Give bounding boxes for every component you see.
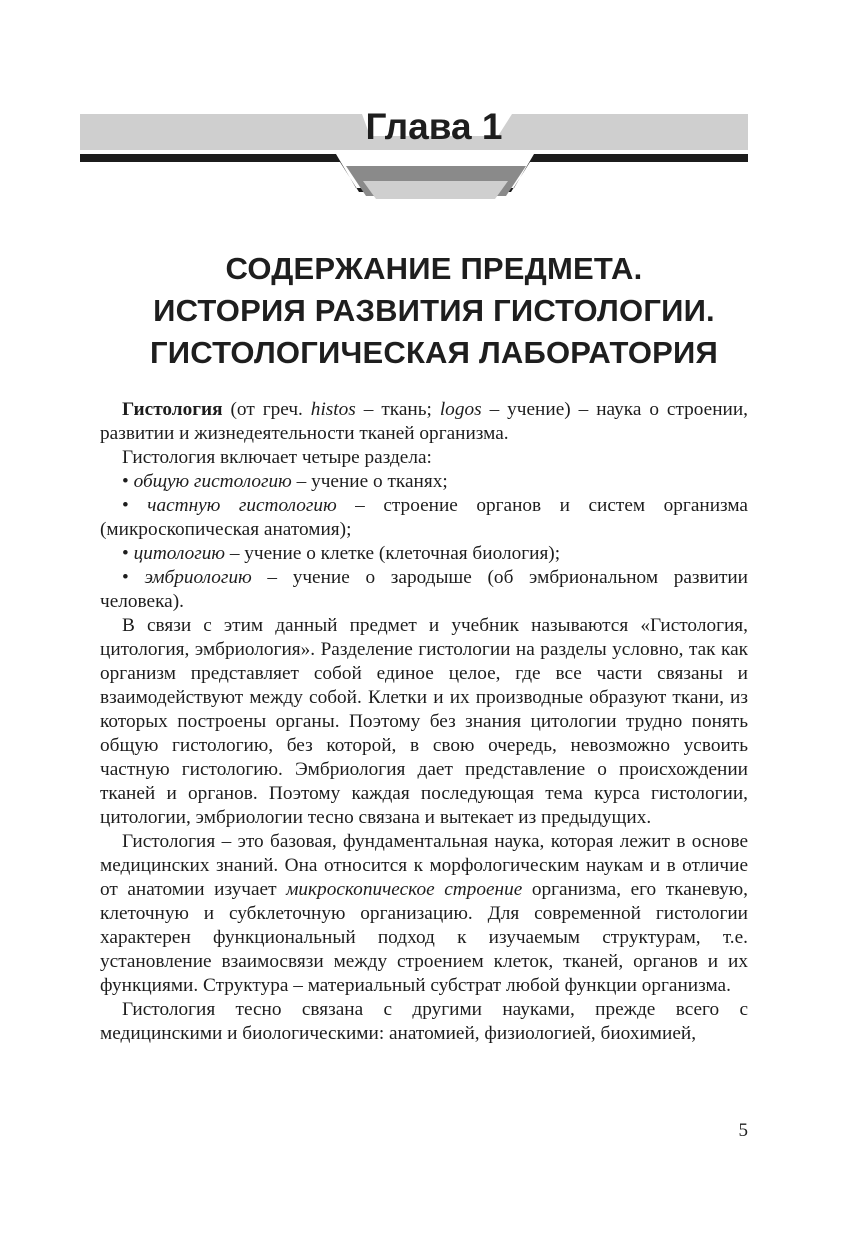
paragraph: Гистология включает четыре раздела: xyxy=(122,447,432,468)
title-line: СОДЕРЖАНИЕ ПРЕДМЕТА. xyxy=(225,251,643,286)
chapter-title xyxy=(60,248,808,374)
bullet: • xyxy=(122,471,134,492)
bullet: • xyxy=(122,567,145,588)
list-term: общую гистологию xyxy=(133,471,292,492)
greek-word: histos xyxy=(310,399,356,420)
list-item: • эмбриологию – учение о зародыше (об эмбриональном развитии человека). xyxy=(100,567,749,612)
paragraph: Гистология тесно связана с другими науками, прежде всего с медицинскими и биологическими: анатомией, физиологией, биохимией, xyxy=(100,999,748,1044)
chapter-label: Глава 1 xyxy=(365,106,503,147)
page-number: 5 xyxy=(738,1120,748,1141)
title-line: ИСТОРИЯ РАЗВИТИЯ ГИСТОЛОГИИ. xyxy=(153,293,715,328)
list-item: • частную гистологию – строение органов и систем организма (микроскопическая анатомия); xyxy=(100,495,748,540)
list-term: частную гистологию xyxy=(147,495,337,516)
title-line: ГИСТОЛОГИЧЕСКАЯ ЛАБОРАТОРИЯ xyxy=(150,335,718,370)
emphasis: микроскопическое строение xyxy=(286,879,523,900)
paragraph: В связи с этим данный предмет и учебник называются «Гистология, цитология, эмбриология». Разделение гистологии на разделы условно, так как организм представляет собой единое целое, где все части связаны и взаимодействуют между собой. Клетки и их производные образуют ткани, из которых построены органы. Поэтому без знания цитологии трудно понять общую гистологию, без которой, в свою очередь, невозможно усвоить частную гистологию. Эмбриология дает представление о происхождении тканей и органов. Поэтому каждая последующая тема курса гистологии, цитологии, эмбриологии тесно связана и вытекает из предыдущих. xyxy=(100,615,748,828)
list-item: • цитологию – учение о клетке (клеточная биология); xyxy=(122,543,561,564)
bullet: • xyxy=(122,543,134,564)
paragraph: Гистология – это базовая, фундаментальная наука, которая лежит в основе медицинских знаний. Она относится к морфологическим наукам и в отличие от анатомии изучает микроскопическое строение организма, его тканевую, клеточную и субклеточную организацию. Для современной гистологии характерен функциональный подход к изучаемым структурам, т.е. установление взаимосвязи между строением клеток, тканей, органов и их функциями. Структура – материальный субстрат любой функции организма. xyxy=(100,831,748,996)
bullet: • xyxy=(122,495,148,516)
list-term: эмбриологию xyxy=(144,567,252,588)
term-histology: Гистология xyxy=(122,399,223,420)
list-term: цитологию xyxy=(133,543,225,564)
greek-word: logos xyxy=(439,399,482,420)
body-text xyxy=(100,398,748,1046)
paragraph: Гистология (от греч. histos – ткань; logos – учение) – наука о строении, развитии и жизнедеятельности тканей организма. xyxy=(100,399,748,444)
banner-light-chevron xyxy=(363,181,508,199)
list-item: • общую гистологию – учение о тканях; xyxy=(122,471,448,492)
